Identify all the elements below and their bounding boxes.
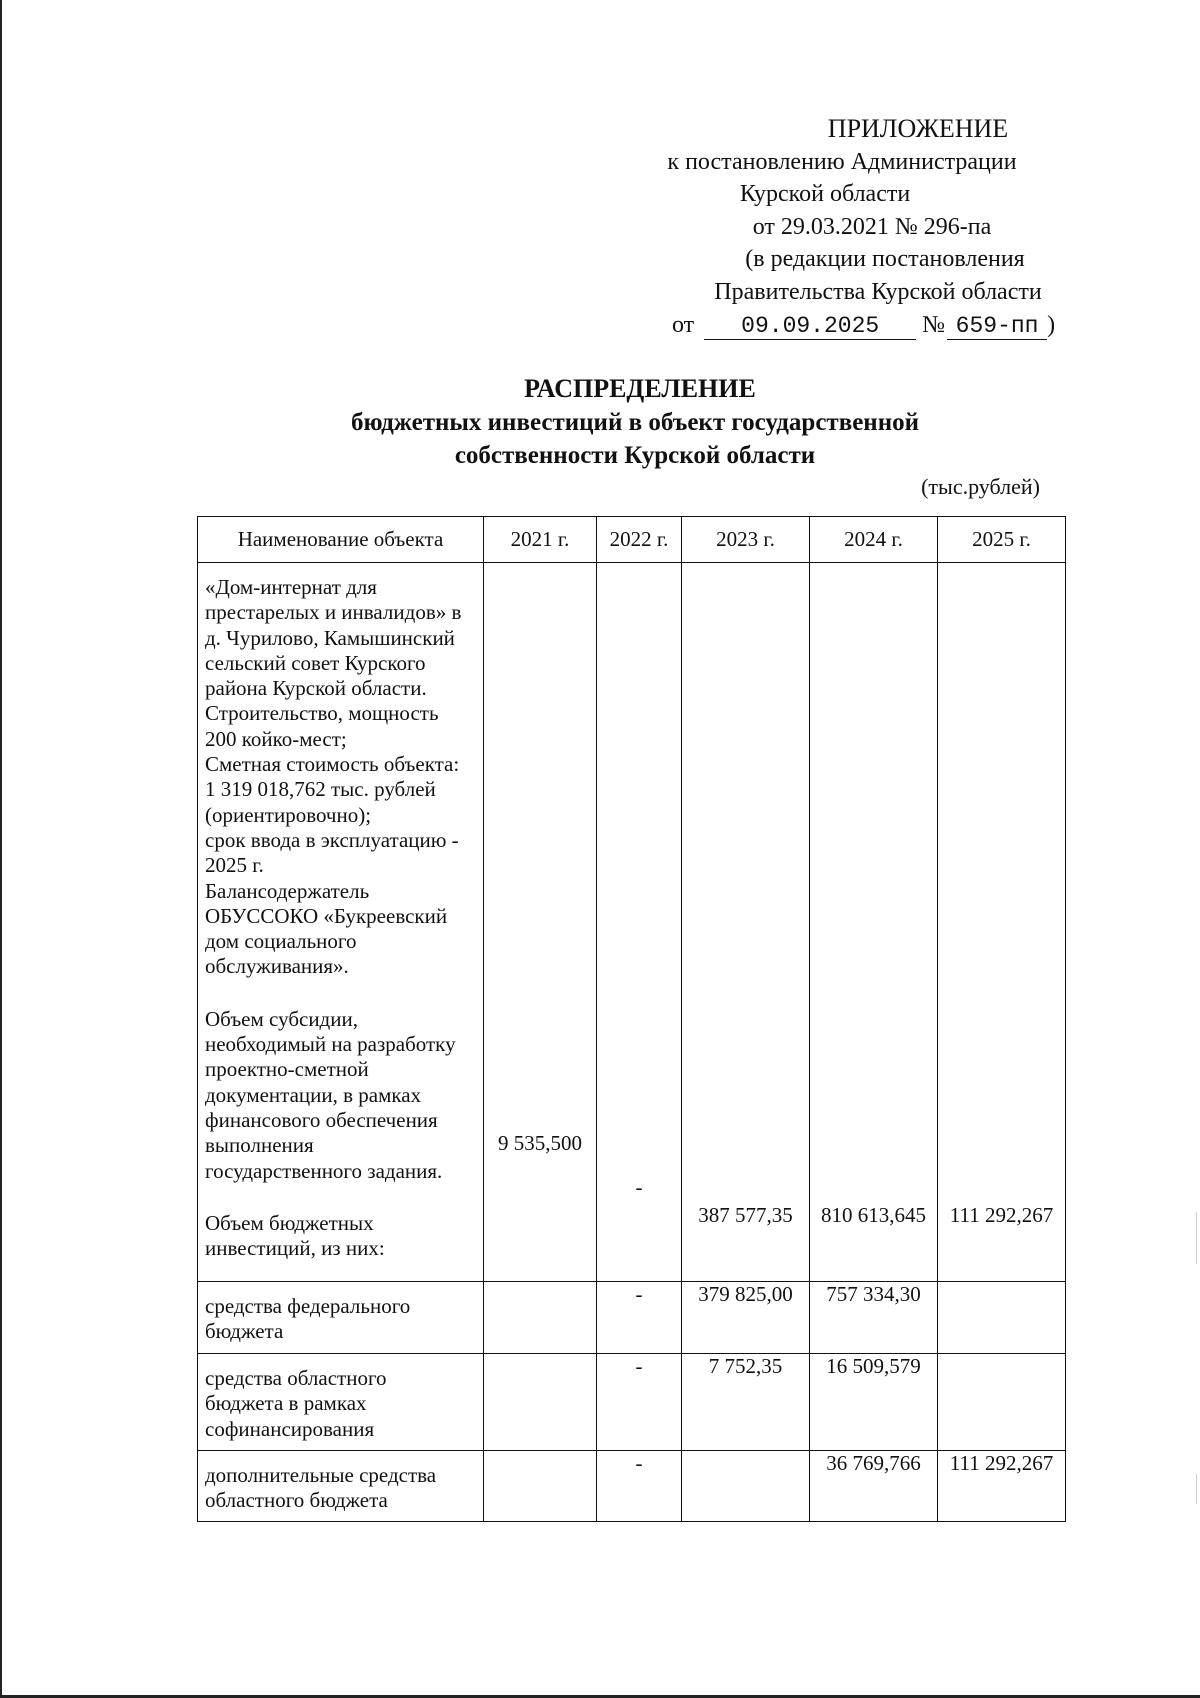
subsidy-label-line: документации, в рамках (205, 1082, 422, 1107)
description-line: района Курской области. (205, 676, 427, 701)
row-label-line: дополнительные средства (205, 1462, 437, 1487)
cell-2025: 111 292,267 (938, 1450, 1066, 1522)
cell-2024 (810, 563, 938, 1282)
description-line: «Дом-интернат для (205, 575, 377, 599)
subsidy-label-line: необходимый на разработку (205, 1032, 456, 1057)
subsidy-label-line: государственного задания. (205, 1158, 443, 1183)
cell-2023 (682, 563, 810, 1282)
cell-2021 (484, 1282, 597, 1354)
header-year: 2023 г. (682, 517, 810, 563)
investments-value-2024: 810 613,645 (821, 1203, 926, 1227)
description-line: обслуживания». (205, 954, 349, 979)
cell-2023: 379 825,00 (682, 1282, 810, 1354)
subsidy-label (205, 1007, 477, 1184)
budget-table (197, 516, 1066, 1522)
description-line: 1 319 018,762 тыс. рублей (205, 777, 436, 802)
row-label (198, 1282, 484, 1354)
scan-artifact (1196, 1212, 1197, 1264)
investments-value-2023: 387 577,35 (698, 1203, 793, 1227)
appendix-line: к постановлению Администрации (667, 148, 1017, 175)
cell-2025 (938, 1354, 1066, 1451)
subsidy-value-2021: 9 535,500 (498, 1131, 582, 1155)
filled-date: 09.09.2025 (704, 313, 916, 340)
description-line: Сметная стоимость объекта: (205, 752, 460, 777)
table-row (198, 1282, 1066, 1354)
subsidy-label-line: финансового обеспечения (205, 1107, 438, 1132)
table-row-object (198, 563, 1066, 1282)
row-label-line: средства федерального (205, 1294, 411, 1318)
cell-2021 (484, 1450, 597, 1522)
cell-2022: - (597, 1450, 682, 1522)
cell-2021 (484, 563, 597, 1282)
description-line: 2025 г. (205, 853, 264, 878)
investments-label-line: Объем бюджетных (205, 1210, 374, 1235)
investments-label-line: инвестиций, из них: (205, 1236, 385, 1261)
subsidy-label-line: проектно-сметной (205, 1057, 369, 1082)
header-year: 2022 г. (597, 517, 682, 563)
header-year: 2021 г. (484, 517, 597, 563)
appendix-block (600, 113, 1120, 341)
cell-2024: 757 334,30 (810, 1282, 938, 1354)
appendix-line: от 29.03.2021 № 296-па (752, 213, 992, 240)
object-cell (198, 563, 484, 1282)
filled-number: 659-пп (947, 313, 1047, 340)
appendix-title: ПРИЛОЖЕНИЕ (827, 114, 1009, 143)
number-prefix: № (922, 311, 946, 338)
appendix-line: Правительства Курской области (714, 278, 1042, 305)
subsidy-label-line: выполнения (205, 1133, 314, 1158)
cell-2025 (938, 563, 1066, 1282)
investments-label (205, 1211, 477, 1262)
appendix-date-line (600, 309, 1120, 342)
table-row (198, 1354, 1066, 1451)
closing-paren: ) (1047, 311, 1056, 338)
description-line: дом социального (205, 929, 357, 954)
subsidy-label-line: Объем субсидии, (205, 1006, 358, 1031)
date-prefix: от (672, 311, 695, 338)
description-line: Балансодержатель (205, 878, 370, 903)
cell-2024: 36 769,766 (810, 1450, 938, 1522)
heading-line: собственности Курской области (454, 442, 816, 469)
cell-2023: 7 752,35 (682, 1354, 810, 1451)
heading-title: РАСПРЕДЕЛЕНИЕ (524, 374, 756, 403)
description-line: престарелых и инвалидов» в (205, 600, 462, 625)
cell-2025 (938, 1282, 1066, 1354)
row-label (198, 1450, 484, 1522)
appendix-line: Курской области (739, 181, 911, 208)
investments-value-2025: 111 292,267 (949, 1203, 1054, 1227)
appendix-line: (в редакции постановления (745, 246, 1025, 273)
scan-edge-left (0, 0, 2, 1698)
cell-2022: - (597, 1354, 682, 1451)
header-year: 2024 г. (810, 517, 938, 563)
scan-artifact (1196, 1474, 1197, 1504)
cell-2022 (597, 563, 682, 1282)
row-label-line: софинансирования (205, 1416, 375, 1441)
description-line: срок ввода в эксплуатацию - (205, 827, 459, 852)
cell-2022: - (597, 1282, 682, 1354)
row-label-line: бюджета (205, 1319, 284, 1344)
document-heading (200, 372, 1070, 473)
row-label (198, 1354, 484, 1451)
cell-2021 (484, 1354, 597, 1451)
description-line: 200 койко-мест; (205, 726, 347, 751)
table-header-row (198, 517, 1066, 563)
heading-line: бюджетных инвестиций в объект государственной (350, 408, 920, 436)
cell-2023 (682, 1450, 810, 1522)
header-year: 2025 г. (938, 517, 1066, 563)
row-label-line: бюджета в рамках (205, 1391, 367, 1416)
description-line: д. Чурилово, Камышинский (205, 625, 455, 650)
cell-2024: 16 509,579 (810, 1354, 938, 1451)
units-label: (тыс.рублей) (921, 474, 1040, 499)
row-label-line: средства областного (205, 1366, 387, 1390)
description-line: Строительство, мощность (205, 701, 439, 726)
description-line: ОБУССОКО «Букреевский (205, 903, 448, 928)
header-object-name: Наименование объекта (198, 517, 484, 563)
object-description (205, 575, 477, 980)
description-line: (ориентировочно); (205, 802, 372, 827)
description-line: сельский совет Курского (205, 650, 426, 675)
investments-value-2022: - (635, 1175, 643, 1199)
table-row (198, 1450, 1066, 1522)
row-label-line: областного бюджета (205, 1488, 388, 1513)
